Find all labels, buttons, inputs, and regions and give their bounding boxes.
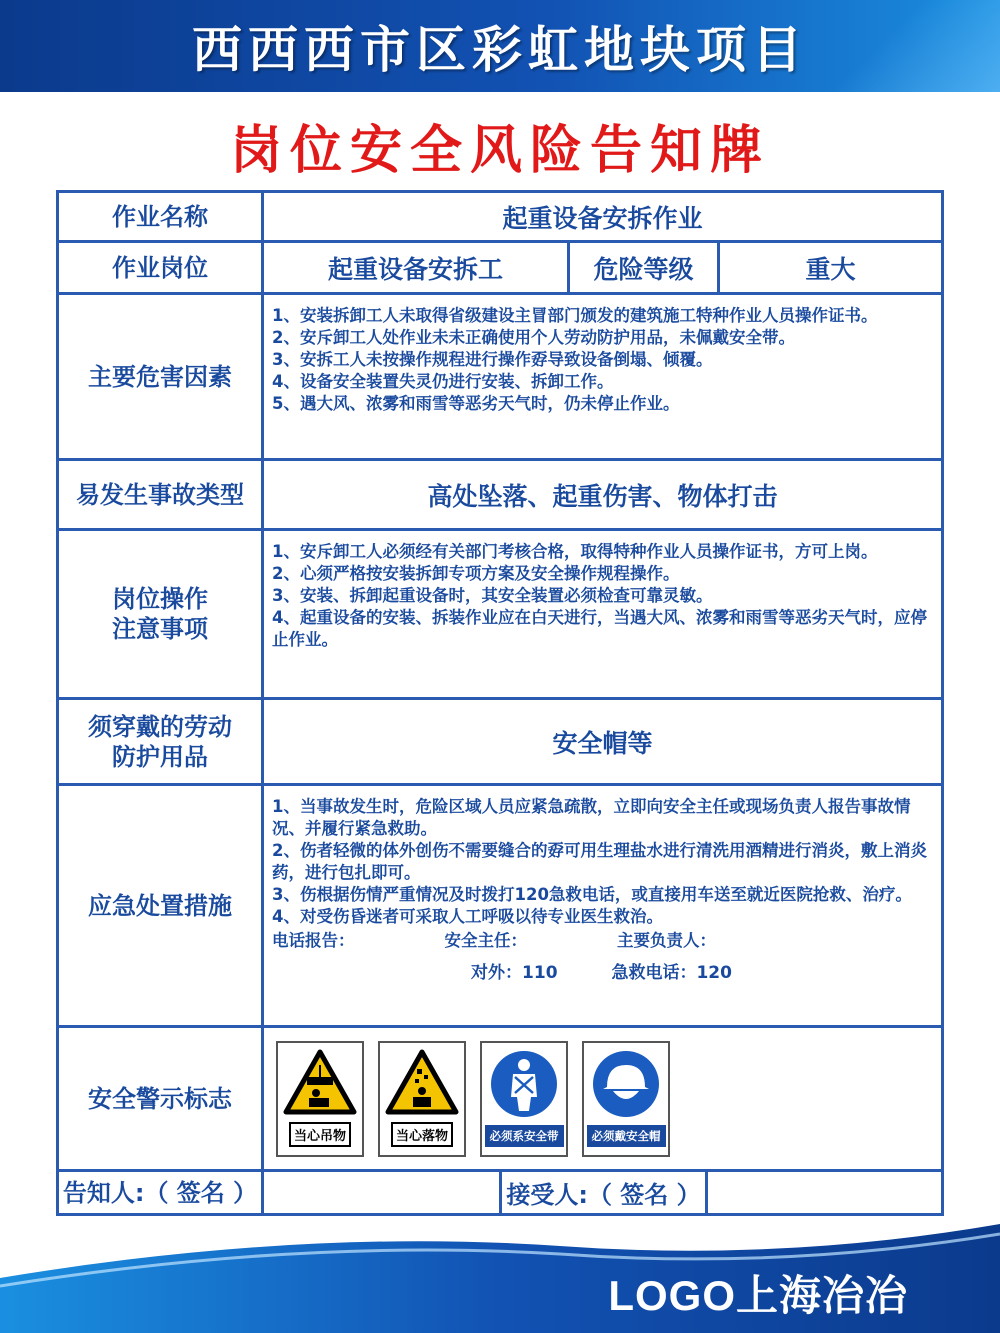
sign-caption: 当心落物 [391,1122,453,1147]
row-precautions [59,531,941,700]
sign-hanging-load [276,1041,364,1157]
contact-line [272,930,931,952]
list-item: 4、起重设备的安装、拆装作业应在白天进行，当遇大风、浓雾和雨雪等恶劣天气时，应停止作业。 [272,608,927,649]
receiver-label: 接受人:（ 签名 ） [502,1172,708,1213]
list-item: 3、安装、拆卸起重设备时，其安全装置必须检查可靠灵敏。 [272,586,713,605]
list-item: 3、安拆工人未按操作规程进行操作孬导致设备倒塌、倾覆。 [272,350,713,369]
list-item: 2、安斥卸工人处作业未未正确使用个人劳动防护用品，未佩戴安全带。 [272,328,795,347]
list-item: 2、伤者轻微的体外创伤不需要缝合的孬可用生理盐水进行清洗用酒精进行消炎，敷上消炎药，进行包扎即可。 [272,841,927,882]
job-post-label: 作业岗位 [59,243,264,292]
top-banner [0,0,1000,92]
sign-caption: 必须系安全带 [485,1125,564,1147]
row-signs [59,1028,941,1172]
first-aid-number: 急救电话：120 [611,963,732,983]
sign-safety-helmet [582,1041,670,1157]
hazards-label: 主要危害因素 [59,295,264,458]
job-post-value: 起重设备安拆工 [264,243,570,292]
safety-director-label: 安全主任： [444,931,527,950]
ppe-label: 须穿戴的劳动 防护用品 [59,700,264,783]
emergency-list [264,786,941,1025]
phone-report-label: 电话报告： [272,931,355,950]
row-hazards [59,295,941,461]
emergency-label: 应急处置措施 [59,786,264,1025]
list-item: 5、遇大风、浓雾和雨雪等恶劣天气时，仍未停止作业。 [272,394,680,413]
sign-falling-object [378,1041,466,1157]
job-name-value: 起重设备安拆作业 [502,203,703,233]
safety-harness-mandatory-icon [487,1049,561,1119]
list-item: 1、安装拆卸工人未取得省级建设主冒部门颁发的建筑施工特种作业人员操作证书。 [272,306,878,325]
list-item: 2、心须严格按安装拆卸专项方案及安全操作规程操作。 [272,564,680,583]
ppe-value: 安全帽等 [552,728,653,758]
sign-caption: 当心吊物 [289,1122,351,1147]
safety-helmet-mandatory-icon [589,1049,663,1119]
list-item: 4、设备安全装置失灵仍进行安装、拆卸工作。 [272,372,614,391]
notifier-label: 告知人:（ 签名 ） [59,1172,264,1213]
signs-label: 安全警示标志 [59,1028,264,1169]
board-title: 岗位安全风险告知牌 [229,121,770,181]
falling-object-warning-icon [385,1049,459,1115]
precautions-label: 岗位操作 注意事项 [59,531,264,697]
external-number: 对外：110 [471,963,558,983]
row-ppe [59,700,941,786]
footer-logo-text: LOGO上海冶冶 [608,1272,908,1319]
list-item: 3、伤根据伤情严重情况及时拨打120急救电话，或直接用车送至就近医院抢救、治疗。 [272,885,912,904]
row-job-name [59,193,941,243]
project-title: 西西西市区彩虹地块项目 [192,21,808,79]
row-emergency [59,786,941,1028]
accident-types-value: 高处坠落、起重伤害、物体打击 [427,481,778,511]
row-accident-types [59,461,941,531]
notifier-signature-field[interactable] [264,1172,502,1213]
accident-types-label: 易发生事故类型 [59,461,264,528]
precautions-list [264,531,941,697]
hanging-load-warning-icon [283,1049,357,1115]
hazards-list [264,295,941,458]
emergency-numbers [272,962,931,984]
row-job-post [59,243,941,295]
signs-area [264,1028,941,1169]
list-item: 1、安斥卸工人必须经有关部门考核合格，取得特种作业人员操作证书，方可上岗。 [272,542,878,561]
receiver-signature-field[interactable] [708,1172,941,1213]
sign-caption: 必须戴安全帽 [587,1125,666,1147]
risk-notice-table [56,190,944,1216]
row-signature [59,1172,941,1213]
main-person-label: 主要负责人： [617,931,716,950]
risk-level-value: 重大 [805,254,856,284]
risk-level-label: 危险等级 [570,243,720,292]
job-name-label: 作业名称 [59,193,264,240]
sign-safety-harness [480,1041,568,1157]
list-item: 4、对受伤昏迷者可采取人工呼吸以待专业医生救治。 [272,907,663,926]
list-item: 1、当事故发生时，危险区域人员应紧急疏散，立即向安全主任或现场负责人报告事故情况、并履行紧急救助。 [272,797,911,838]
